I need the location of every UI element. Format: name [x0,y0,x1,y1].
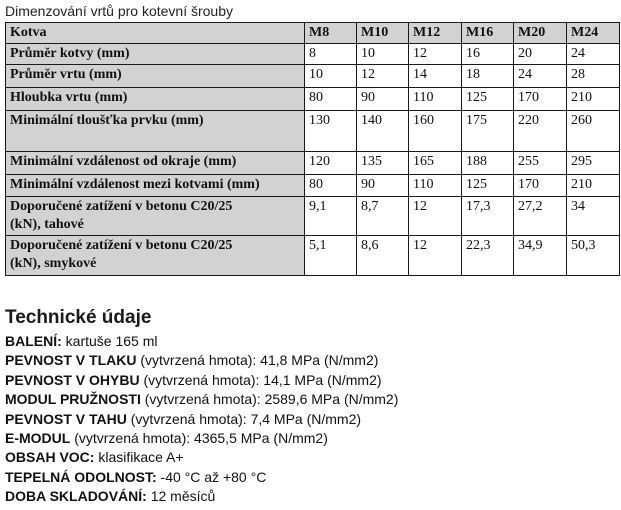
row-label-line: Doporučené zatížení v betonu C20/25 [10,199,233,214]
table-cell: 125 [462,88,514,111]
table-cell: 24 [567,44,620,65]
table-cell: 255 [514,152,567,175]
spec-key: PEVNOST V TLAKU [5,352,137,369]
table-row [6,88,620,111]
table-cell: 12 [409,44,462,65]
table-cell: 130 [305,111,357,152]
table-cell: 5,1 [305,236,357,276]
spec-item [5,448,398,467]
column-header: M12 [409,23,462,44]
table-cell: 175 [462,111,514,152]
table-cell: 110 [409,88,462,111]
spec-item [5,410,398,429]
spec-value: klasifikace A+ [94,449,184,466]
spec-key: BALENÍ: [5,333,62,349]
table-cell: 125 [462,175,514,197]
spec-value: (vytvrzená hmota): 14,1 MPa (N/mm2) [139,371,382,388]
spec-item [5,371,398,390]
table-cell: 220 [514,111,567,152]
table-cell: 50,3 [567,236,620,276]
row-label-line: (kN), smykové [10,256,97,271]
table-cell: 34 [567,197,620,236]
table-row [6,236,620,276]
table-cell: 140 [357,111,409,152]
spec-key: DOBA SKLADOVÁNÍ: [5,488,147,505]
table-cell: 260 [567,111,620,152]
table-cell: 8,6 [357,236,409,276]
row-label: Minimální vzdálenost od okraje (mm) [6,152,305,175]
row-label-line: (kN), tahové [10,217,84,232]
table-cell: 8 [305,44,357,65]
table-cell: 188 [462,152,514,175]
spec-value: kartuše 165 ml [61,333,158,349]
table-cell: 10 [357,44,409,65]
table-cell: 9,1 [305,197,357,236]
spec-item [5,487,398,506]
row-label [6,197,305,236]
table-row [6,152,620,175]
spec-item [5,390,398,409]
column-header: M24 [567,23,620,44]
table-cell: 16 [462,44,514,65]
row-label [6,236,305,276]
spec-key: E-MODUL [5,430,71,447]
spec-item [5,429,398,448]
spec-value: (vytvrzená hmota): 4365,5 MPa (N/mm2) [70,430,328,447]
table-row [6,44,620,65]
column-header: M20 [514,23,567,44]
spec-value: (vytvrzená hmota): 2589,6 MPa (N/mm2) [140,391,399,408]
table-cell: 14 [409,65,462,88]
spec-value: -40 °C až +80 °C [156,468,267,485]
spec-key: MODUL PRUŽNOSTI [5,391,141,408]
spec-value: 12 měsíců [146,488,216,505]
table-cell: 80 [305,175,357,197]
anchor-dimensions-table [5,22,620,276]
table-cell: 18 [462,65,514,88]
table-cell: 120 [305,152,357,175]
row-label-line: Doporučené zatížení v betonu C20/25 [10,238,233,253]
specs-title: Technické údaje [5,307,152,328]
column-header: Kotva [6,23,305,44]
table-cell: 12 [357,65,409,88]
table-cell: 22,3 [462,236,514,276]
spec-key: TEPELNÁ ODOLNOST: [5,468,157,485]
spec-item [5,468,398,487]
table-cell: 295 [567,152,620,175]
row-label: Průměr vrtu (mm) [6,65,305,88]
table-cell: 8,7 [357,197,409,236]
spec-item [5,351,398,370]
table-row [6,175,620,197]
table-cell: 12 [409,197,462,236]
table-cell: 80 [305,88,357,111]
table-cell: 27,2 [514,197,567,236]
column-header: M8 [305,23,357,44]
row-label: Minimální vzdálenost mezi kotvami (mm) [6,175,305,197]
table-cell: 34,9 [514,236,567,276]
column-header: M10 [357,23,409,44]
table-caption: Dimenzování vrtů pro kotevní šrouby [5,3,233,19]
column-header: M16 [462,23,514,44]
row-label: Průměr kotvy (mm) [6,44,305,65]
table-cell: 90 [357,88,409,111]
table-cell: 170 [514,88,567,111]
table-cell: 160 [409,111,462,152]
table-cell: 10 [305,65,357,88]
spec-value: (vytvrzená hmota): 7,4 MPa (N/mm2) [126,410,362,427]
spec-item [5,332,398,351]
table-cell: 135 [357,152,409,175]
table-cell: 12 [409,236,462,276]
technical-specs-list [5,332,398,507]
spec-key: OBSAH VOC: [5,449,95,466]
table-row [6,65,620,88]
spec-key: PEVNOST V OHYBU [5,371,140,388]
spec-value: (vytvrzená hmota): 41,8 MPa (N/mm2) [136,352,379,369]
table-header-row [6,23,620,44]
table-cell: 170 [514,175,567,197]
table-cell: 165 [409,152,462,175]
table-cell: 20 [514,44,567,65]
table-row [6,197,620,236]
table-row [6,111,620,152]
table-cell: 17,3 [462,197,514,236]
table-cell: 110 [409,175,462,197]
table-cell: 90 [357,175,409,197]
spec-key: PEVNOST V TAHU [5,410,127,427]
row-label: Hloubka vrtu (mm) [6,88,305,111]
table-cell: 24 [514,65,567,88]
table-cell: 210 [567,175,620,197]
table-cell: 28 [567,65,620,88]
table-cell: 210 [567,88,620,111]
row-label: Minimální tloušťka prvku (mm) [6,111,305,152]
